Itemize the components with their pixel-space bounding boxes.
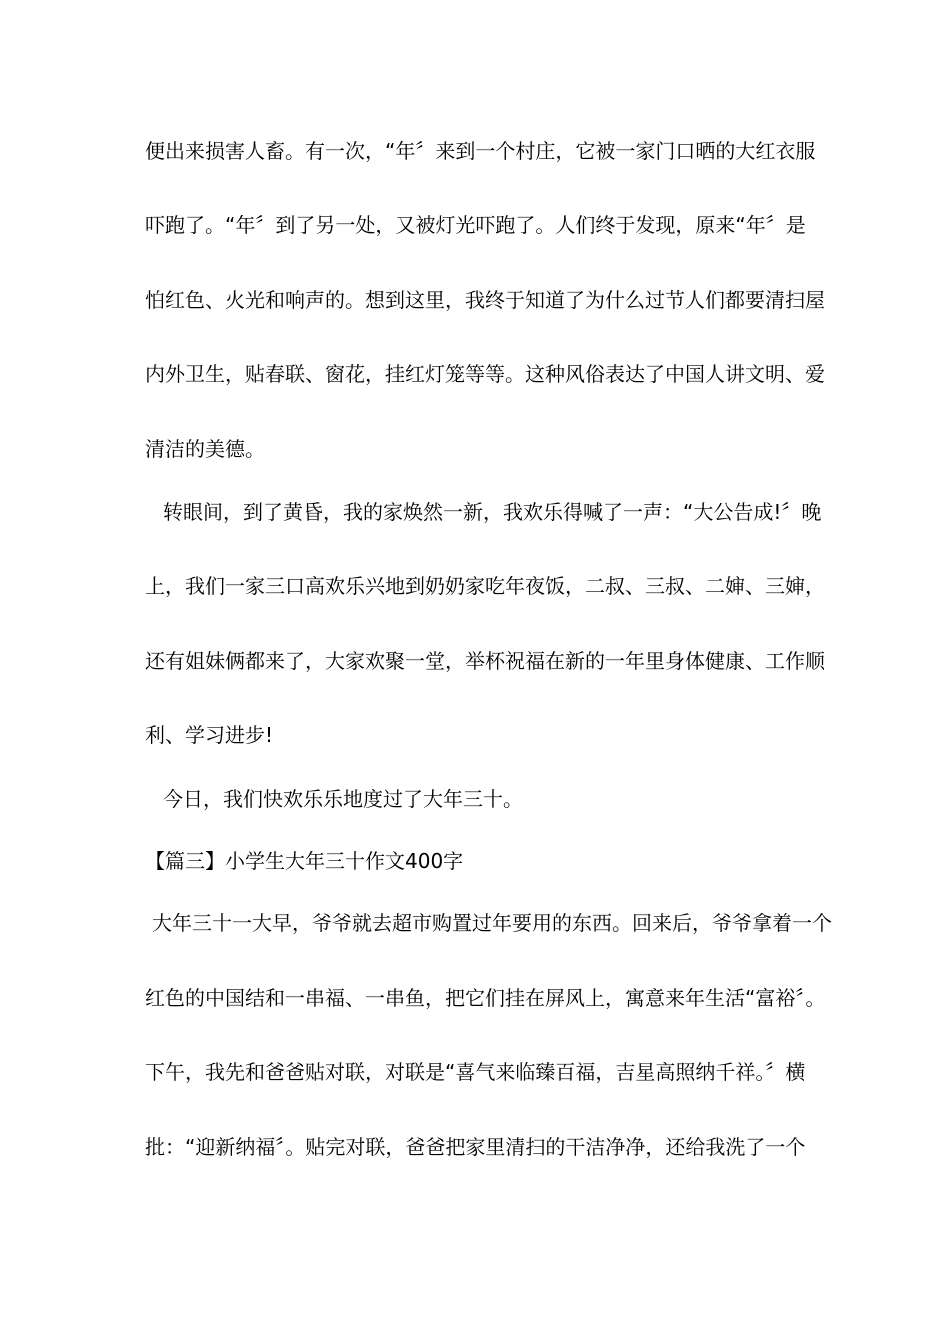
text-line: 便出来损害人畜。有一次，“年〞来到一个村庄，它被一家门口晒的大红衣服 <box>145 139 816 163</box>
text-line: 下午，我先和爸爸贴对联，对联是“喜气来临臻百福，吉星高照纳千祥。〞横 <box>145 1060 806 1084</box>
text-line: 吓跑了。“年〞到了另一处，又被灯光吓跑了。人们终于发现，原来“年〞是 <box>145 213 806 237</box>
text-line: 还有姐妹俩都来了，大家欢聚一堂，举杯祝福在新的一年里身体健康、工作顺 <box>145 649 825 673</box>
paragraph-start-line: 转眼间，到了黄昏，我的家焕然一新，我欢乐得喊了一声：“大公告成!〞晚 <box>163 500 822 524</box>
text-line: 上，我们一家三口高欢乐兴地到奶奶家吃年夜饭，二叔、三叔、二婶、三婶， <box>145 574 825 598</box>
text-line: 利、学习进步! <box>145 723 274 747</box>
paragraph-start-line: 今日，我们快欢乐乐地度过了大年三十。 <box>163 787 523 811</box>
text-line: 内外卫生，贴春联、窗花，挂红灯笼等等。这种风俗表达了中国人讲文明、爱 <box>145 362 825 386</box>
text-line: 红色的中国结和一串福、一串鱼，把它们挂在屏风上，寓意来年生活“富裕〞。 <box>145 986 826 1010</box>
text-line: 清洁的美德。 <box>145 437 265 461</box>
text-line: 怕红色、火光和响声的。想到这里，我终于知道了为什么过节人们都要清扫屋 <box>145 288 825 312</box>
section-heading: 【篇三】小学生大年三十作文400字 <box>145 849 464 873</box>
text-line: 批：“迎新纳福〞。贴完对联，爸爸把家里清扫的干洁净净，还给我洗了一个 <box>145 1135 806 1159</box>
paragraph-start-line: 大年三十一大早，爷爷就去超市购置过年要用的东西。回来后，爷爷拿着一个 <box>152 911 832 935</box>
